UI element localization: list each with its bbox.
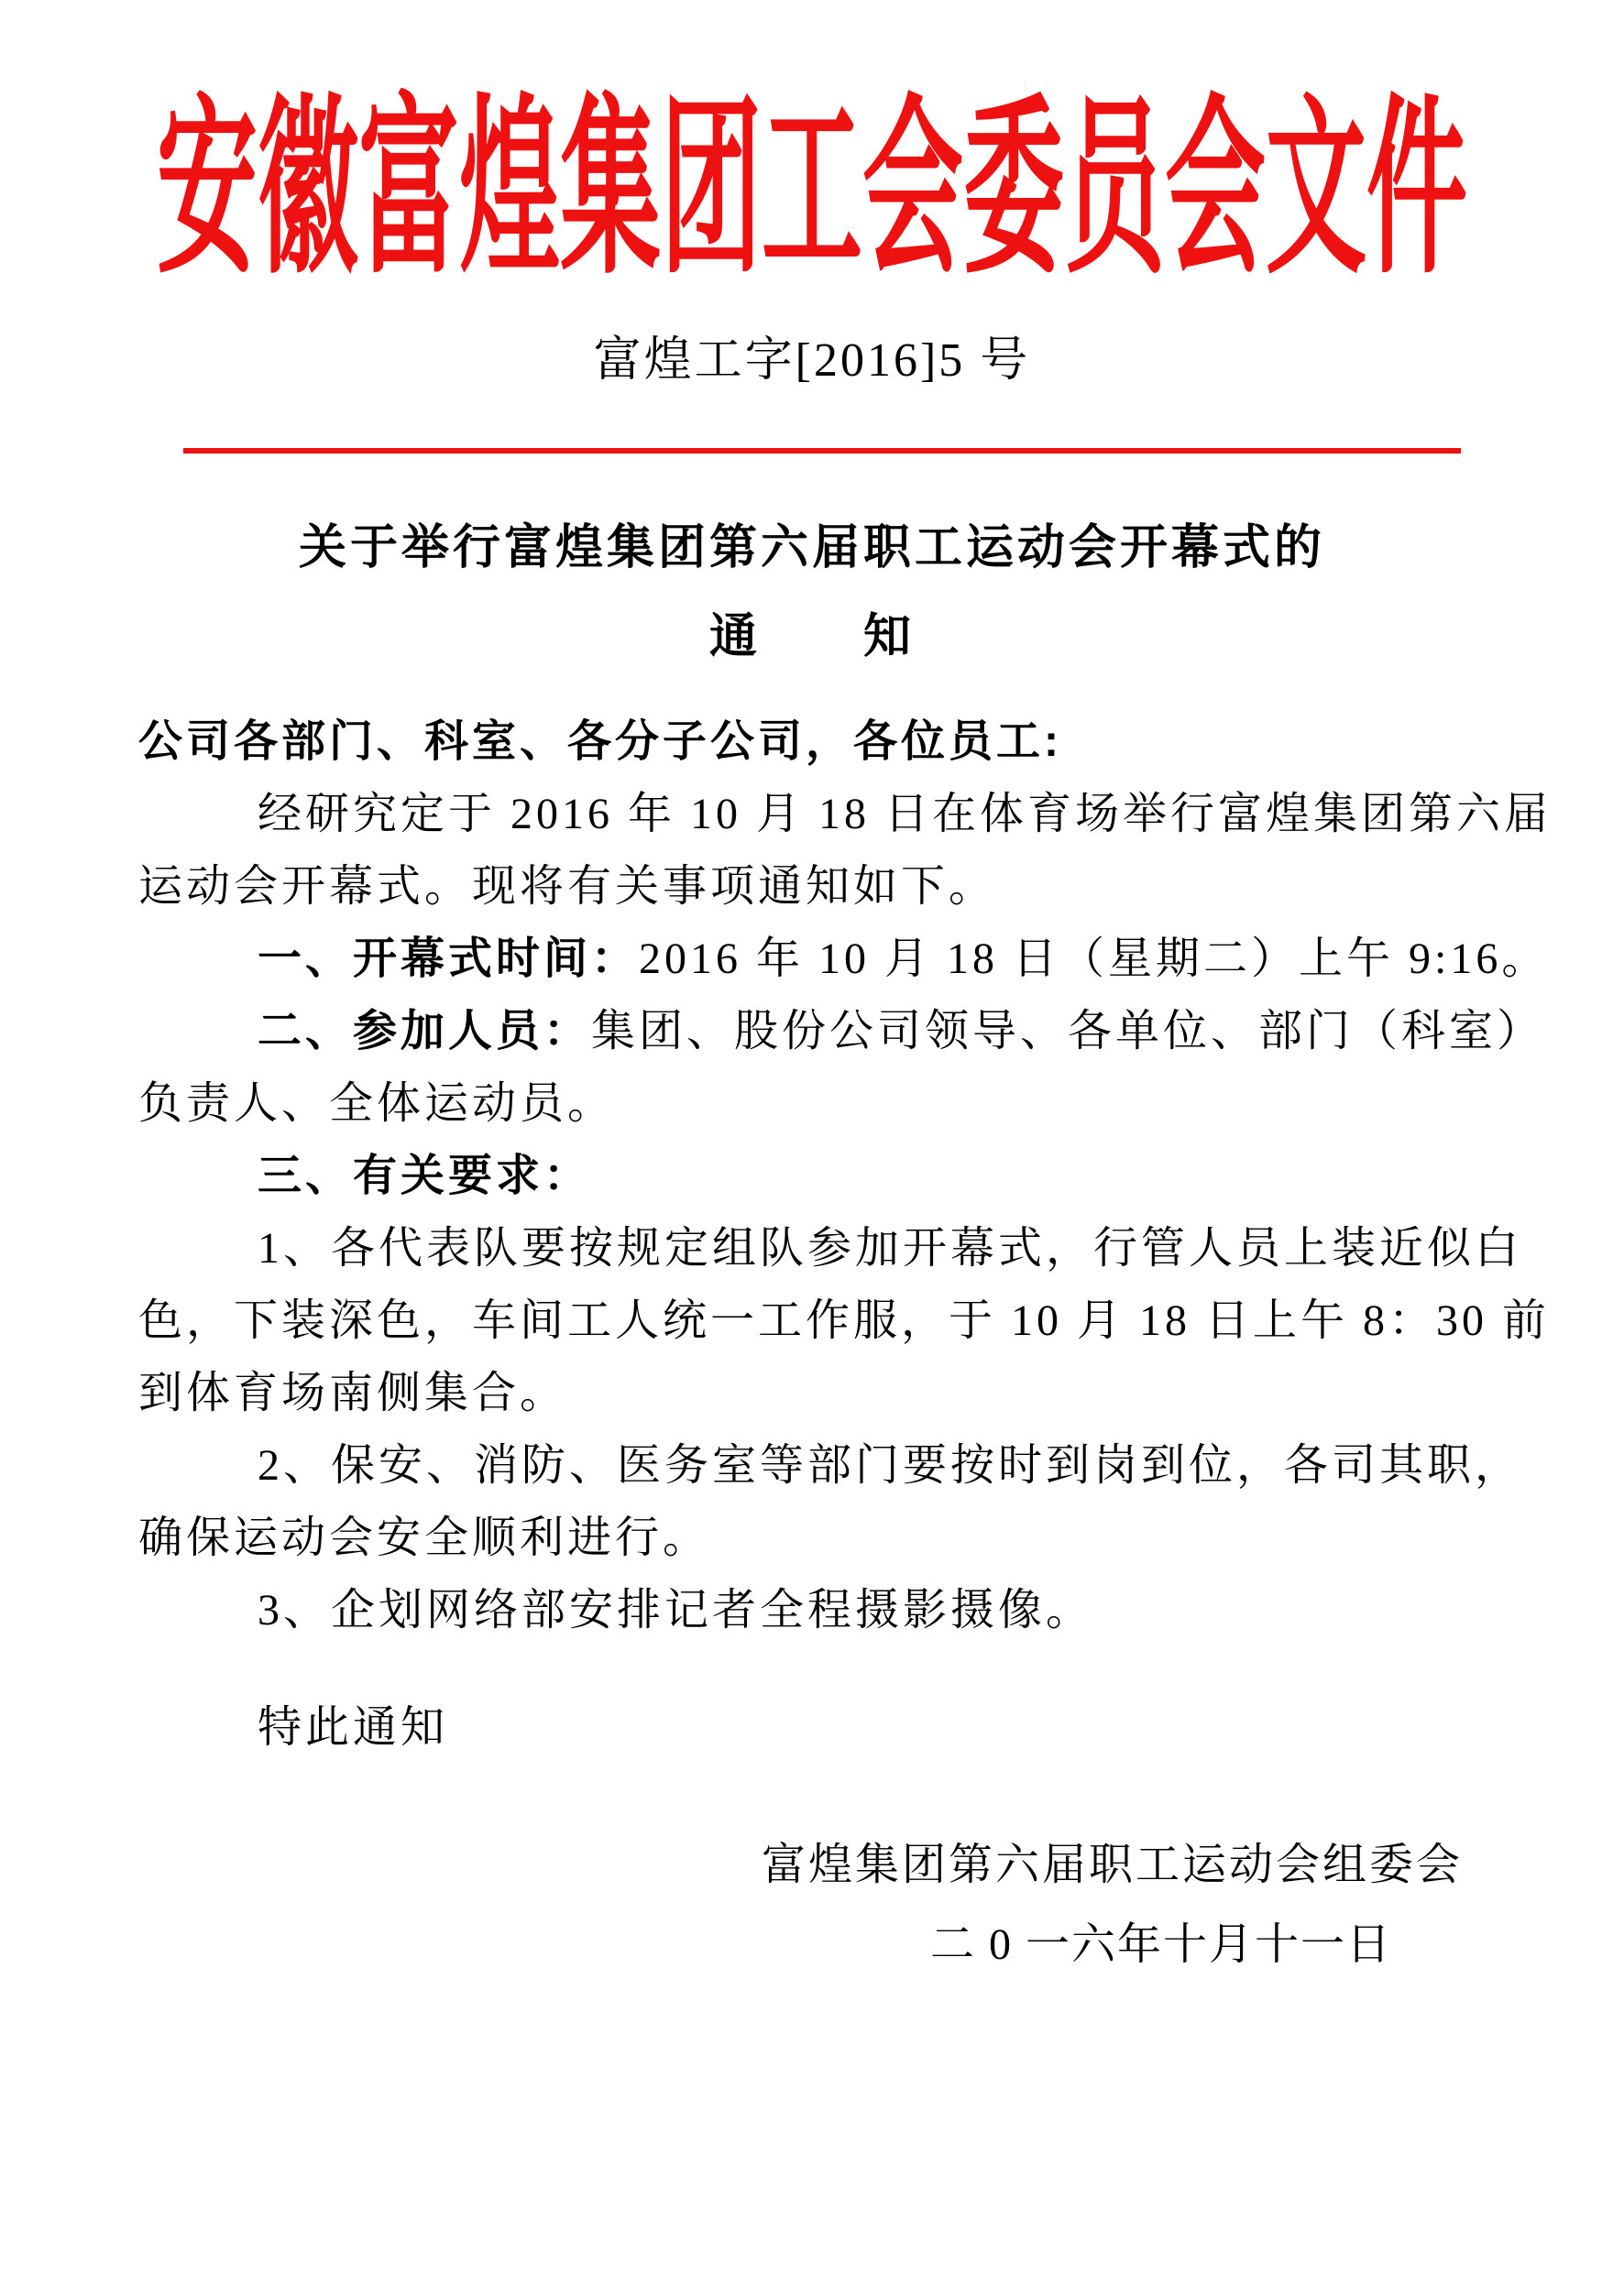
header-divider-rule bbox=[183, 448, 1461, 454]
body-line-text: 2、保安、消防、医务室等部门要按时到岗到位，各司其职， bbox=[258, 1441, 1523, 1490]
body-line bbox=[138, 1285, 1551, 1357]
body-line bbox=[138, 1140, 1495, 1212]
salutation: 公司各部门、科室、各分子公司，各位员工: bbox=[138, 717, 1062, 766]
letterhead-org-title: 安徽富煌集团工会委员会文件 bbox=[157, 83, 1467, 297]
body-line bbox=[138, 778, 1553, 850]
signature-date: 二 0 一六年十月十一日 bbox=[929, 1920, 1392, 1969]
body-line bbox=[138, 850, 1495, 923]
body-line-text: 到体育场南侧集合。 bbox=[138, 1369, 568, 1417]
body-line bbox=[138, 1502, 1495, 1574]
doc-body bbox=[138, 705, 1553, 1646]
doc-title-line1: 关于举行富煌集团第六届职工运动会开幕式的 bbox=[298, 522, 1325, 574]
body-line bbox=[138, 1574, 1495, 1646]
doc-title-line2: 通 知 bbox=[708, 611, 915, 663]
body-line-text: 负责人、全体运动员。 bbox=[138, 1079, 616, 1128]
body-line-text: 2016 年 10 月 18 日（星期二）上午 9:16。 bbox=[639, 935, 1550, 983]
section-label: 三、有关要求： bbox=[258, 1152, 592, 1200]
body-line bbox=[138, 1212, 1523, 1285]
body-line-text: 确保运动会安全顺利进行。 bbox=[138, 1514, 711, 1562]
signature-org: 富煌集团第六届职工运动会组委会 bbox=[761, 1841, 1463, 1889]
body-line bbox=[138, 923, 1550, 995]
closing-phrase: 特此通知 bbox=[258, 1703, 449, 1752]
body-line-text: 集团、股份公司领导、各单位、部门（科室） bbox=[591, 1007, 1545, 1055]
body-line-text: 1、各代表队要按规定组队参加开幕式，行管人员上装近似白 bbox=[258, 1224, 1523, 1273]
body-line-text: 色，下装深色，车间工人统一工作服，于 10 月 18 日上午 8：30 前 bbox=[138, 1296, 1551, 1345]
body-line-text: 运动会开幕式。现将有关事项通知如下。 bbox=[138, 862, 997, 911]
body-line bbox=[138, 1357, 1495, 1429]
body-line bbox=[138, 1067, 1495, 1140]
section-label: 一、开幕式时间： bbox=[258, 935, 640, 983]
body-line bbox=[138, 1429, 1523, 1502]
body-line-text: 经研究定于 2016 年 10 月 18 日在体育场举行富煌集团第六届 bbox=[258, 790, 1553, 838]
body-line-text: 3、企划网络部安排记者全程摄影摄像。 bbox=[258, 1586, 1094, 1635]
section-label: 二、参加人员： bbox=[258, 1007, 592, 1055]
body-line bbox=[138, 995, 1545, 1067]
doc-number: 富煌工字[2016]5 号 bbox=[593, 334, 1031, 387]
